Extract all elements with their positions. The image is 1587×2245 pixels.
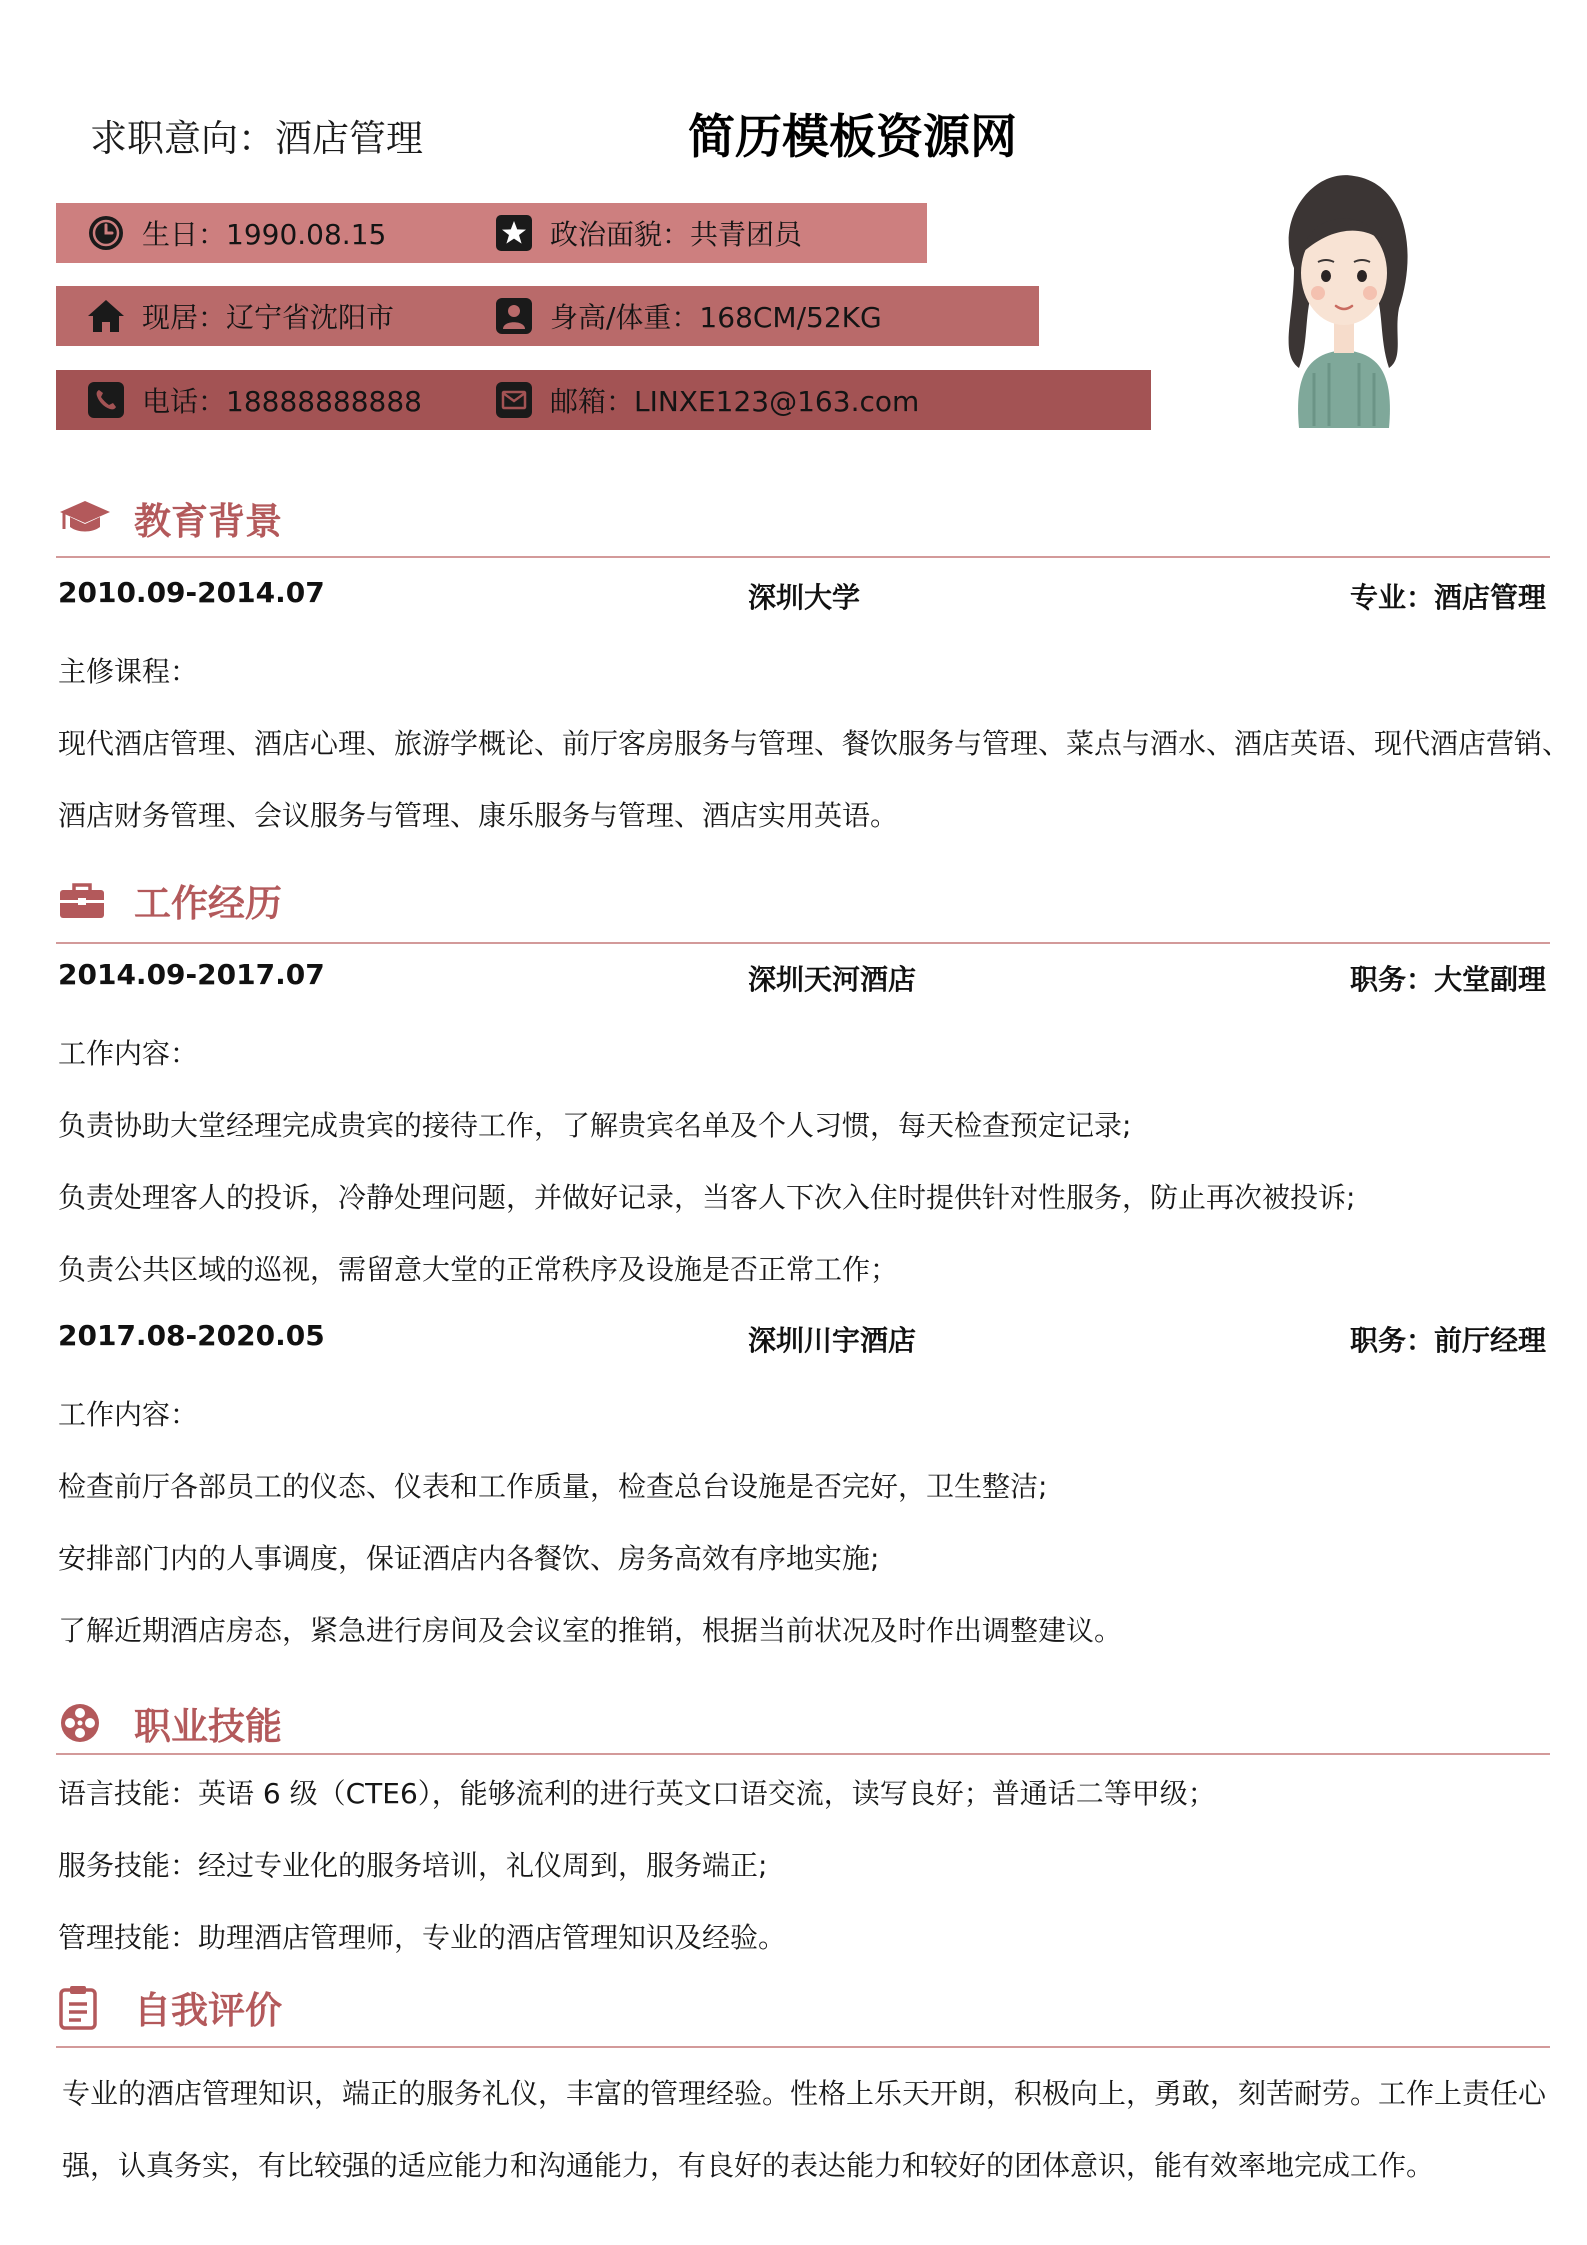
courses-line: 现代酒店管理、酒店心理、旅游学概论、前厅客房服务与管理、餐饮服务与管理、菜点与酒水、酒店英语、现代酒店营销、: [58, 727, 1571, 760]
page-title: 简历模板资源网: [688, 110, 1017, 165]
home-icon: [86, 296, 126, 336]
avatar: [1254, 158, 1434, 433]
job-duty: 负责协助大堂经理完成贵宾的接待工作，了解贵宾名单及个人习惯，每天检查预定记录;: [58, 1109, 1132, 1142]
section-divider: [56, 1753, 1550, 1755]
job-duty: 负责公共区域的巡视，需留意大堂的正常秩序及设施是否正常工作；: [58, 1253, 899, 1286]
section-self-eval-header: [58, 1977, 282, 2037]
job-period: 2017.08-2020.05: [58, 1319, 325, 1352]
skill-item: 服务技能：经过专业化的服务培训，礼仪周到，服务端正;: [58, 1849, 768, 1882]
education-school: 深圳大学: [748, 581, 861, 614]
job-duty: 检查前厅各部员工的仪态、仪表和工作质量，检查总台设施是否完好，卫生整洁;: [58, 1470, 1048, 1503]
section-title: 职业技能: [134, 1705, 282, 1748]
job-row: [58, 958, 1546, 1002]
political-text: 政治面貌：共青团员: [550, 218, 803, 251]
section-education-header: [58, 488, 282, 548]
clipboard-icon: [58, 1983, 116, 2031]
job-row: [58, 1319, 1546, 1363]
job-duty: 了解近期酒店房态，紧急进行房间及会议室的推销，根据当前状况及时作出调整建议。: [58, 1614, 1123, 1647]
skill-item: 语言技能：英语 6 级（CTE6），能够流利的进行英文口语交流，读写良好；普通话二等甲级；: [58, 1777, 1216, 1810]
section-divider: [56, 556, 1550, 558]
courses-label: 主修课程：: [58, 655, 199, 688]
political-item: [494, 213, 802, 253]
phone-item: [86, 380, 422, 420]
email-item: [494, 380, 919, 420]
info-bar-1: [56, 203, 927, 263]
info-bar-3: [56, 370, 1151, 430]
job-duty: 安排部门内的人事调度，保证酒店内各餐饮、房务高效有序地实施;: [58, 1542, 880, 1575]
job-company: 深圳川宇酒店: [748, 1324, 917, 1357]
residence-item: [86, 296, 394, 336]
section-divider: [56, 2046, 1550, 2048]
section-work-header: [58, 870, 282, 930]
birthday-item: [86, 213, 386, 253]
phone-icon: [86, 380, 126, 420]
section-title: 自我评价: [134, 1989, 282, 2032]
residence-text: 现居：辽宁省沈阳市: [142, 301, 395, 334]
job-position: 职务：前厅经理: [1349, 1324, 1546, 1357]
job-period: 2014.09-2017.07: [58, 958, 325, 991]
job-intent: 求职意向：酒店管理: [90, 117, 423, 160]
height-weight-item: [494, 296, 882, 336]
phone-text: 电话：18888888888: [142, 385, 422, 418]
education-row: [58, 576, 1546, 620]
graduation-cap-icon: [58, 494, 116, 542]
envelope-icon: [494, 380, 534, 420]
self-eval-line: 强，认真务实，有比较强的适应能力和沟通能力，有良好的表达能力和较好的团体意识，能有效率地完成工作。: [62, 2149, 1435, 2182]
section-title: 教育背景: [134, 500, 282, 543]
email-text: 邮箱：LINXE123@163.com: [550, 385, 920, 418]
self-eval-line: 专业的酒店管理知识，端正的服务礼仪，丰富的管理经验。性格上乐天开朗，积极向上，勇敢，刻苦耐劳。工作上责任心: [62, 2077, 1547, 2110]
height-weight-text: 身高/体重：168CM/52KG: [550, 301, 882, 334]
education-major: 专业：酒店管理: [1349, 581, 1546, 614]
person-icon: [494, 296, 534, 336]
section-skills-header: [58, 1693, 282, 1753]
section-title: 工作经历: [134, 882, 282, 925]
birthday-text: 生日：1990.08.15: [142, 218, 387, 251]
film-reel-icon: [58, 1699, 116, 1747]
job-content-label: 工作内容：: [58, 1037, 199, 1070]
education-period: 2010.09-2014.07: [58, 576, 325, 609]
job-position: 职务：大堂副理: [1349, 963, 1546, 996]
briefcase-icon: [58, 876, 116, 924]
job-duty: 负责处理客人的投诉，冷静处理问题，并做好记录，当客人下次入住时提供针对性服务，防止再次被投诉;: [58, 1181, 1356, 1214]
job-company: 深圳天河酒店: [748, 963, 917, 996]
skill-item: 管理技能：助理酒店管理师，专业的酒店管理知识及经验。: [58, 1921, 787, 1954]
job-content-label: 工作内容：: [58, 1398, 199, 1431]
section-divider: [56, 942, 1550, 944]
info-bar-2: [56, 286, 1039, 346]
clock-icon: [86, 213, 126, 253]
courses-line: 酒店财务管理、会议服务与管理、康乐服务与管理、酒店实用英语。: [58, 799, 899, 832]
star-icon: [494, 213, 534, 253]
